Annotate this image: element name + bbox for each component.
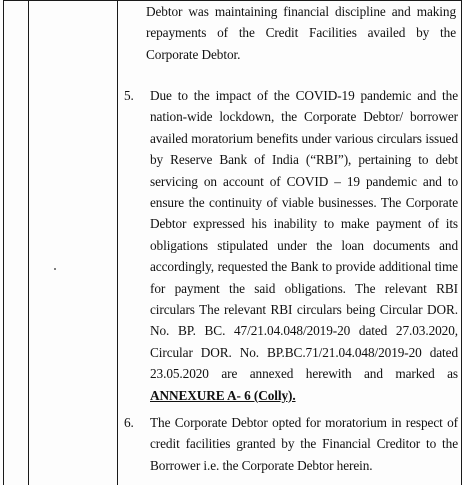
paragraph-number: 5. xyxy=(124,88,134,103)
paragraph-number: 6. xyxy=(124,415,134,430)
table-column-divider-2 xyxy=(117,0,118,485)
paragraph-body xyxy=(150,412,458,476)
paragraph-5 xyxy=(120,85,458,406)
continuation-paragraph xyxy=(146,1,456,65)
paragraph-text: Due to the impact of the COVID-19 pandemic and the nation-wide lockdown, the Corporate Debtor/ borrower availed moratorium benefits under various circulars issued by Reserve Bank of India (“RBI”), pertaining to debt servicing on account of COVID – 19 pandemic and to ensure the continuity of viable businesses. The Corporate Debtor expressed his inability to make payment of its obligations stipulated under the loan documents and accordingly, requested the Bank to provide additional time for payment the said obligations. The relevant RBI circulars The relevant RBI circulars being Circular DOR. No. BP. BC. 47/21.04.048/2019-20 dated 27.03.2020, Circular DOR. No. BP.BC.71/21.04.048/2019-20 dated 23.05.2020 are annexed herewith and marked as xyxy=(150,88,458,382)
paragraph-body xyxy=(150,85,458,406)
paragraph-6 xyxy=(120,412,458,476)
table-right-border xyxy=(461,0,462,485)
scan-speck xyxy=(54,268,56,270)
paragraph-text: The Corporate Debtor opted for moratorium in respect of credit facilities granted by the Financial Creditor to the Borrower i.e. the Corporate Debtor herein. xyxy=(150,415,458,473)
table-left-border xyxy=(3,0,4,485)
annexure-reference: ANNEXURE A- 6 (Colly). xyxy=(150,387,296,403)
continuation-text: Debtor was maintaining financial discipline and making repayments of the Credit Facilities availed by the Corporate Debtor. xyxy=(146,4,456,62)
table-column-divider-1 xyxy=(28,0,29,485)
